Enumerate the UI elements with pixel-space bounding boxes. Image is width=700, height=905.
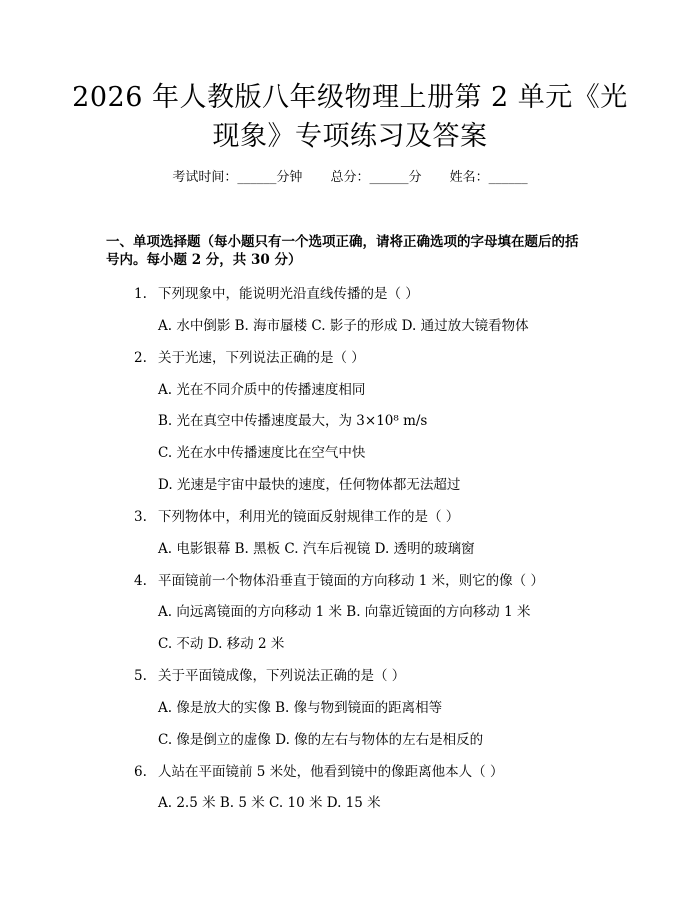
question-options: C. 不动 D. 移动 2 米	[158, 636, 285, 652]
question-options: A. 2.5 米 B. 5 米 C. 10 米 D. 15 米	[158, 795, 381, 811]
question-options: A. 向远离镜面的方向移动 1 米 B. 向靠近镜面的方向移动 1 米	[158, 604, 531, 620]
question-option: B. 光在真空中传播速度最大，为 3×10⁸ m/s	[158, 413, 428, 429]
exam-score-field: 总分：______分	[330, 170, 422, 185]
question-options: A. 像是放大的实像 B. 像与物到镜面的距离相等	[158, 700, 443, 716]
question	[134, 348, 365, 368]
question	[134, 666, 405, 686]
question-number: 3.	[134, 509, 147, 525]
section-heading-line-2: 号内。每小题 2 分，共 30 分）	[106, 252, 302, 268]
question-text: 关于平面镜成像，下列说法正确的是（ ）	[158, 668, 406, 684]
question-text: 下列物体中，利用光的镜面反射规律工作的是（ ）	[158, 509, 460, 525]
question-option: A. 光在不同介质中的传播速度相同	[158, 382, 366, 398]
question-option: D. 光速是宇宙中最快的速度，任何物体都无法超过	[158, 477, 461, 493]
question-text: 平面镜前一个物体沿垂直于镜面的方向移动 1 米，则它的像（ ）	[158, 573, 544, 589]
question-number: 1.	[134, 286, 147, 302]
question-number: 5.	[134, 668, 147, 684]
exam-info-row	[0, 168, 700, 188]
question-option: C. 光在水中传播速度比在空气中快	[158, 445, 366, 461]
question-text: 关于光速，下列说法正确的是（ ）	[158, 350, 365, 366]
section-heading-line-1: 一、单项选择题（每小题只有一个选项正确，请将正确选项的字母填在题后的括	[106, 234, 579, 250]
question-options: A. 水中倒影 B. 海市蜃楼 C. 影子的形成 D. 通过放大镜看物体	[158, 318, 529, 334]
question-text: 下列现象中，能说明光沿直线传播的是（ ）	[158, 286, 419, 302]
question	[134, 762, 503, 782]
question	[134, 507, 459, 527]
question-number: 6.	[134, 764, 147, 780]
question-options: C. 像是倒立的虚像 D. 像的左右与物体的左右是相反的	[158, 732, 484, 748]
document-title-line-2: 现象》专项练习及答案	[212, 121, 488, 152]
question	[134, 571, 544, 591]
exam-time-field: 考试时间：______分钟	[172, 170, 303, 185]
question	[134, 284, 419, 304]
exam-name-field: 姓名：______	[449, 170, 528, 185]
question-number: 4.	[134, 573, 147, 589]
question-number: 2.	[134, 350, 147, 366]
question-options: A. 电影银幕 B. 黑板 C. 汽车后视镜 D. 透明的玻璃窗	[158, 541, 475, 557]
document-title-line-1: 2026 年人教版八年级物理上册第 2 单元《光	[72, 82, 628, 113]
question-text: 人站在平面镜前 5 米处，他看到镜中的像距离他本人（ ）	[158, 764, 504, 780]
